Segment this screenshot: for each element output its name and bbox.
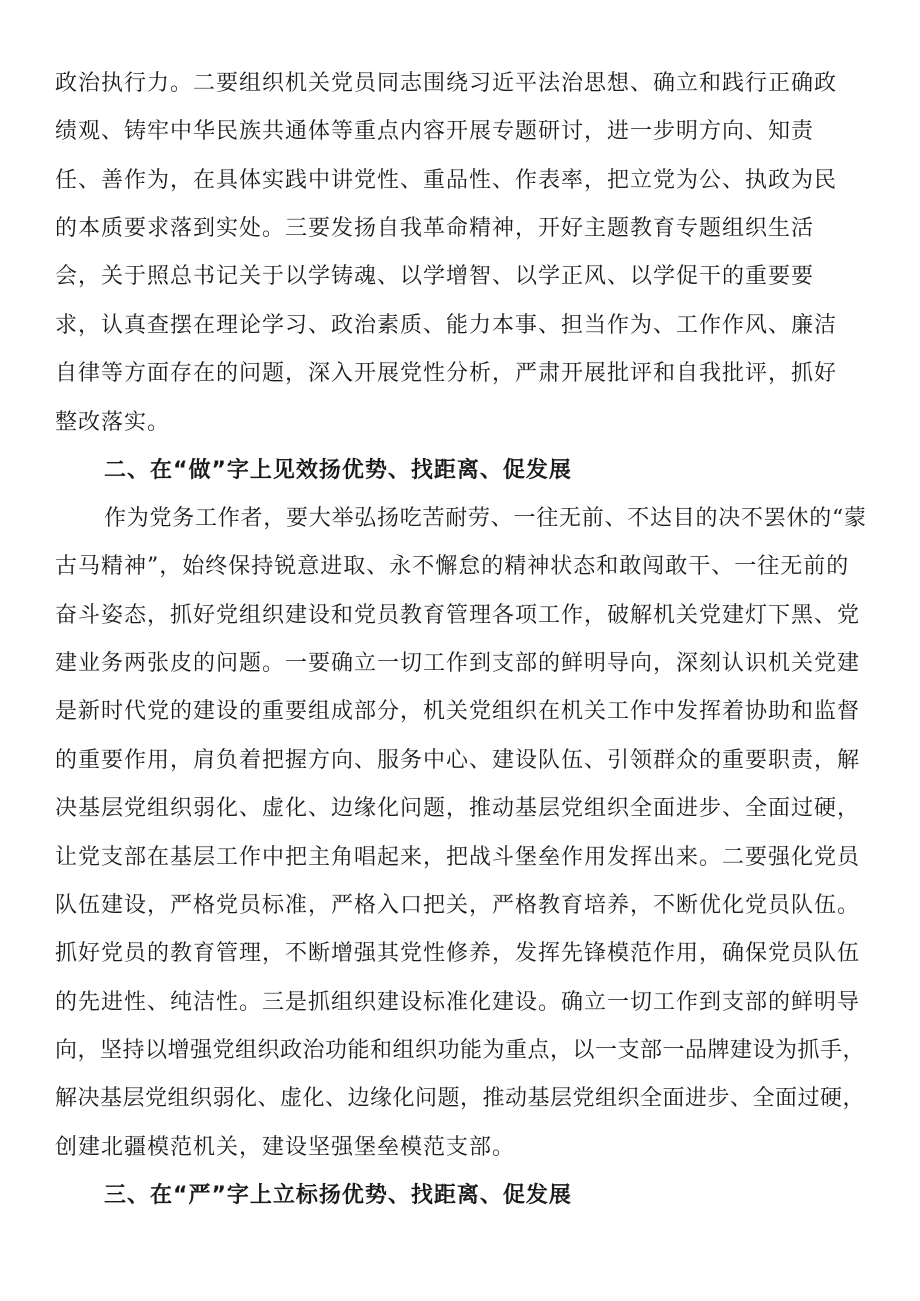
body-text-line: 自律等方面存在的问题，深入开展党性分析，严肃开展批评和自我批评，抓好: [55, 361, 838, 386]
body-text-line: 古马精神”，始终保持锐意进取、永不懈怠的精神状态和敢闯敢干、一往无前的: [55, 554, 850, 579]
section-heading: 三、在“严”字上立标扬优势、找距离、促发展: [104, 1183, 572, 1208]
body-text-line: 整改落实。: [55, 410, 171, 435]
body-text-line: 决基层党组织弱化、虚化、边缘化问题，推动基层党组织全面进步、全面过硬，: [55, 796, 861, 821]
body-text-line: 政治执行力。二要组织机关党员同志围绕习近平法治思想、确立和践行正确政: [55, 71, 838, 96]
body-text-line: 奋斗姿态，抓好党组织建设和党员教育管理各项工作，破解机关党建灯下黑、党: [55, 603, 861, 628]
body-text-line: 的重要作用，肩负着把握方向、服务中心、建设队伍、引领群众的重要职责，解: [55, 748, 861, 773]
body-text-line: 任、善作为，在具体实践中讲党性、重品性、作表率，把立党为公、执政为民: [55, 168, 838, 193]
body-text-line: 队伍建设，严格党员标准，严格入口把关，严格教育培养，不断优化党员队伍。: [55, 893, 861, 918]
body-text-line: 是新时代党的建设的重要组成部分，机关党组织在机关工作中发挥着协助和监督: [55, 699, 861, 724]
body-text-line: 求，认真查摆在理论学习、政治素质、能力本事、担当作为、工作作风、廉洁: [55, 313, 838, 338]
body-text-line: 的本质要求落到实处。三要发扬自我革命精神，开好主题教育专题组织生活: [55, 216, 815, 241]
body-text-line: 绩观、铸牢中华民族共通体等重点内容开展专题研讨，进一步明方向、知责: [55, 119, 815, 144]
body-text-line: 建业务两张皮的问题。一要确立一切工作到支部的鲜明导向，深刻认识机关党建: [55, 651, 861, 676]
body-text-line: 抓好党员的教育管理，不断增强其党性修养，发挥先锋模范作用，确保党员队伍: [55, 941, 861, 966]
body-text-line: 让党支部在基层工作中把主角唱起来，把战斗堡垒作用发挥出来。二要强化党员: [55, 845, 861, 870]
body-text-line: 向，坚持以增强党组织政治功能和组织功能为重点，以一支部一品牌建设为抓手，: [55, 1038, 866, 1063]
body-text-line: 作为党务工作者，要大举弘扬吃苦耐劳、一往无前、不达目的决不罢休的“蒙: [104, 506, 867, 531]
body-text-line: 创建北疆模范机关，建设坚强堡垒模范支部。: [55, 1135, 516, 1160]
body-text-line: 会，关于照总书记关于以学铸魂、以学增智、以学正风、以学促干的重要要: [55, 264, 815, 289]
section-heading: 二、在“做”字上见效扬优势、找距离、促发展: [104, 458, 572, 483]
body-text-line: 解决基层党组织弱化、虚化、边缘化问题，推动基层党组织全面进步、全面过硬，: [55, 1086, 866, 1111]
body-text-line: 的先进性、纯洁性。三是抓组织建设标准化建设。确立一切工作到支部的鲜明导: [55, 990, 861, 1015]
